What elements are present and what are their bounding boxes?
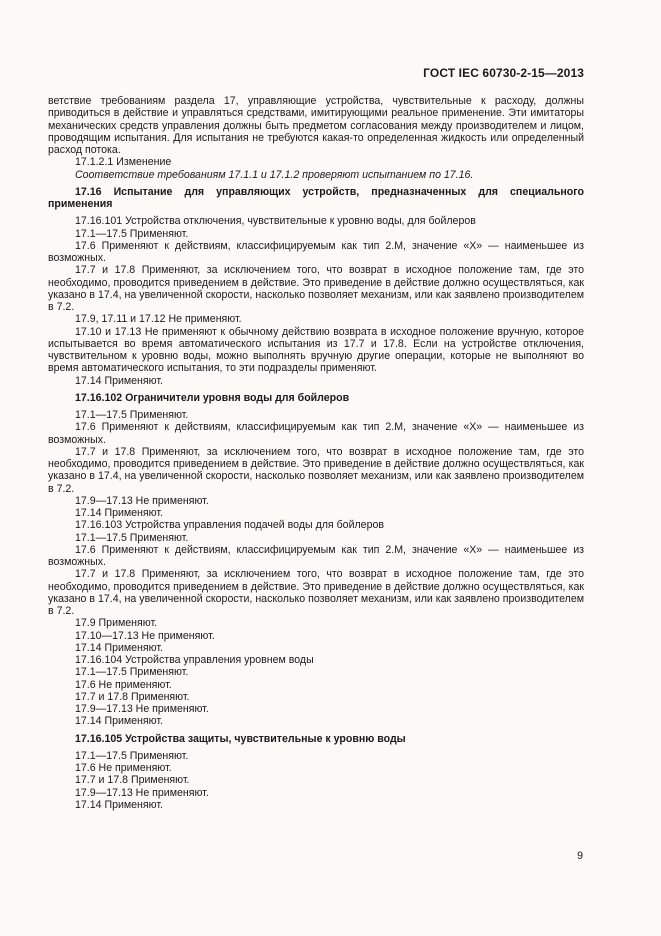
paragraph: 17.7 и 17.8 Применяют. bbox=[75, 774, 190, 787]
paragraph: 17.14 Применяют. bbox=[75, 715, 163, 728]
paragraph: 17.7 и 17.8 Применяют, за исключением того, что возврат в исходное положение там, где это необходимо, проводится приведением в действие. Это приведение в действие должно осуществляться, как указано в 17.4, на увеличенной скорости, насколько позволяет механизм, или как заявлено производителем в 7.2. bbox=[48, 445, 584, 495]
paragraph: 17.14 Применяют. bbox=[75, 641, 163, 654]
section-heading: 17.16 Испытание для управляющих устройств, предназначенных для специального применения bbox=[48, 185, 584, 210]
paragraph: Соответствие требованиям 17.1.1 и 17.1.2 проверяют испытанием по 17.16. bbox=[75, 168, 474, 181]
paragraph: 17.14 Применяют. bbox=[75, 374, 163, 387]
paragraph: 17.1—17.5 Применяют. bbox=[75, 409, 189, 421]
paragraph: 17.10—17.13 Не применяют. bbox=[75, 629, 215, 642]
paragraph: 17.1—17.5 Применяют. bbox=[75, 666, 189, 679]
paragraph: 17.9—17.13 Не применяют. bbox=[75, 786, 209, 799]
document-body bbox=[48, 95, 584, 811]
paragraph: 17.6 Применяют к действиям, классифицируемым как тип 2.М, значение «Х» — наименьшее из возможных. bbox=[48, 543, 584, 568]
paragraph: 17.1—17.5 Применяют. bbox=[75, 531, 189, 544]
paragraph: 17.14 Применяют. bbox=[75, 798, 163, 811]
paragraph: 17.6 Применяют к действиям, классифицируемым как тип 2.М, значение «Х» — наименьшее из возможных. bbox=[48, 421, 584, 446]
paragraph: 17.9—17.13 Не применяют. bbox=[75, 494, 209, 507]
page-number: 9 bbox=[577, 850, 583, 862]
paragraph: 17.16.104 Устройства управления уровнем воды bbox=[75, 654, 314, 666]
paragraph: 17.6 Не применяют. bbox=[75, 678, 172, 691]
paragraph: 17.14 Применяют. bbox=[75, 507, 163, 519]
paragraph: 17.7 и 17.8 Применяют, за исключением того, что возврат в исходное положение там, где это необходимо, проводится приведением в действие. Это приведение в действие должно осуществляться, как указано в 17.4, на увеличенной скорости, насколько позволяет механизм, или как заявлено производителем в 7.2. bbox=[48, 568, 584, 617]
paragraph: 17.1.2.1 Изменение bbox=[75, 156, 172, 169]
paragraph: 17.16.103 Устройства управления подачей воды для бойлеров bbox=[75, 519, 384, 532]
paragraph: 17.9, 17.11 и 17.12 Не применяют. bbox=[75, 313, 242, 326]
paragraph: 17.9 Применяют. bbox=[75, 617, 158, 630]
paragraph: 17.6 Не применяют. bbox=[75, 762, 172, 774]
paragraph: 17.9—17.13 Не применяют. bbox=[75, 703, 209, 715]
paragraph: 17.7 и 17.8 Применяют. bbox=[75, 690, 190, 703]
paragraph: 17.16.101 Устройства отключения, чувствительные к уровню воды, для бойлеров bbox=[75, 215, 476, 228]
section-heading: 17.16.102 Ограничители уровня воды для бойлеров bbox=[75, 391, 350, 404]
document-header: ГОСТ IEC 60730-2-15—2013 bbox=[423, 66, 584, 80]
paragraph: 17.1—17.5 Применяют. bbox=[75, 749, 189, 762]
paragraph: 17.6 Применяют к действиям, классифицируемым как тип 2.М, значение «Х» — наименьшее из возможных. bbox=[48, 239, 584, 264]
paragraph: 17.10 и 17.13 Не применяют к обычному действию возврата в исходное положение вручную, которое испытывается во время автоматического испытания из 17.7 и 17.8. Если на устройстве отключения, чувствительном к уровню воды, можно выполнять вручную другие операции, которые не выполняют во время автоматического испытания, то эти подразделы применяют. bbox=[48, 325, 584, 375]
section-heading: 17.16.105 Устройства защиты, чувствительные к уровню воды bbox=[75, 732, 406, 745]
paragraph: ветствие требованиям раздела 17, управляющие устройства, чувствительные к расходу, должны приводиться в действие и управляться средствами, имитирующими реальное применение. Эти имитаторы механических средств управления должны быть предметом согласования между производителем и лицом, проводящим испытания. Для испытания не требуются какая-то определенная жидкость или определенный расход потока. bbox=[48, 95, 584, 156]
paragraph: 17.7 и 17.8 Применяют, за исключением того, что возврат в исходное положение там, где это необходимо, проводится приведением в действие. Это приведение в действие должно осуществляться, как указано в 17.4, на увеличенной скорости, насколько позволяет механизм, или как заявлено производителем в 7.2. bbox=[48, 264, 584, 313]
paragraph: 17.1—17.5 Применяют. bbox=[75, 227, 189, 240]
